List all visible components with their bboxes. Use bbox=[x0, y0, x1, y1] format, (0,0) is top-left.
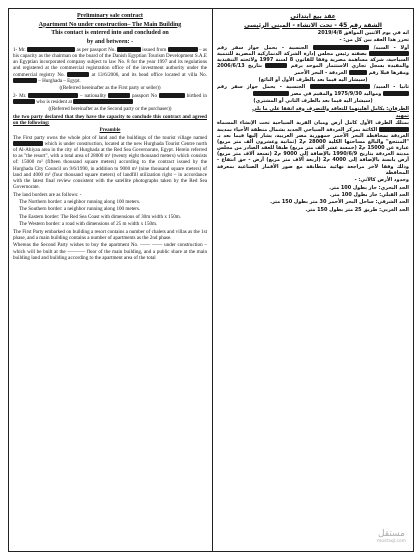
watermark-logo: مستقل mostaql.com bbox=[376, 529, 406, 544]
redaction-block bbox=[369, 51, 409, 56]
arabic-column bbox=[217, 13, 409, 547]
arabic-preamble-heading: تمهيد bbox=[395, 112, 409, 119]
redaction-block bbox=[265, 63, 287, 68]
redaction-block bbox=[117, 47, 141, 52]
arabic-declaration: الطرفان: بكامل أهليتهما للتعاقد وللتصرف وقد اتفقا على ما يلي bbox=[252, 105, 409, 112]
arabic-border-south: الحد القبلي: جار بطول 100 متر. bbox=[329, 192, 409, 199]
arabic-date-line: انه في يوم الاثنين الموافق 2019/4/8 bbox=[317, 30, 409, 36]
arabic-first-party: أولا - السيد/ الجنسية - يحمل جواز سفر رقم بصفته رئيس مجلس إدارة الشركة الدنماركية المصرية للتنمية السياحية، شركة مساهمة مصرية وفقا للقانون 8 لسنة 1997 ولائحته التنفيذية والمقيدة بسجل تجاري الاستثمار الموحد برقم بتاريخ 2006/6/13 ومقرها فيلا رقم الغردقة - البحر الأحمر bbox=[217, 44, 409, 76]
english-second-party: 2- Mr. – nationality passport No birthed in who is resident at bbox=[13, 92, 207, 105]
redaction-block bbox=[13, 78, 37, 83]
english-second-party-reference: ((Referred hereinafter as the Second party or the purchaser)) bbox=[48, 106, 172, 113]
arabic-border-east: الحد الشرقي: ساحل البحر الأحمر 30 متر بطول 150 متر. bbox=[270, 199, 409, 206]
arabic-second-party-reference: (سيشار اليه فيما بعد بالطرف الثاني أو المشتري) bbox=[253, 98, 373, 105]
english-preamble-heading: Preamble bbox=[99, 127, 121, 134]
redaction-block bbox=[379, 127, 409, 132]
english-subtitle: Apartment No under construction– The Main Building bbox=[38, 21, 182, 28]
redaction-block bbox=[383, 91, 409, 96]
english-declaration: the two party declared that they have the capacity to conclude this contract and agreed on the following: bbox=[13, 113, 207, 126]
arabic-border-north: الحد البحري: جار بطول 100 متر. bbox=[329, 184, 409, 191]
redaction-block bbox=[73, 99, 133, 104]
english-border-west: The Western border: a road with dimensions of 25 m width x 150m. bbox=[19, 221, 158, 228]
english-title: Preliminary sale contract bbox=[77, 13, 143, 19]
arabic-title: عقد بيع ابتدائي bbox=[290, 13, 336, 20]
arabic-borders-heading: وحدود الأرض كالآتي: - bbox=[354, 177, 409, 184]
redaction-block bbox=[313, 45, 369, 50]
redaction-block bbox=[159, 93, 185, 98]
arabic-subtitle: الشقة رقم 45 - تحت الانشاء - المبنى الرئيسي bbox=[244, 21, 382, 29]
english-preamble-text: The First party owns the whole plot of land and the buildings of the tourist village named which is under construction, located at the new Hurghada Tourist Centre north of Al-Ahiyaa area in the city of Hurghada at the Red Sea Governorate, Egypt. Herein referred to as "the resort", with a total area of 28000 m² (twenty eight thousand meters) which consists of: 15000 m² (fifteen thousand square meters) according to the contract issued by the Hurghada City Council on 9/6/1990, in addition to 9000 m² (nine thousand square meters) of land and 4000 m² (four thousand square meters) of landfill utilization right – in accordance with the latest final review consistent with the satellite photographs taken by the Red Sea Governorate. bbox=[13, 134, 207, 191]
redaction-block bbox=[168, 47, 198, 52]
column-divider bbox=[212, 9, 213, 551]
redaction-block bbox=[349, 70, 367, 75]
english-border-north: The Northern border: a neighbor running along 100 meters. bbox=[19, 198, 141, 205]
redaction-block bbox=[108, 93, 130, 98]
redaction-block bbox=[13, 141, 43, 146]
english-apartment-text: Whereas the Second Party wishes to buy the apartment No. –––– –––– under construction – which will be built at the ––––––– floor of the main building, and a public share at the main building land and building according to the apartment area of the total bbox=[13, 242, 207, 261]
arabic-preamble-text: بمتلك الطرف الأول كامل أرض ومبان القرية السياحية تحت الإنشاء المسماة الكائنة بمركز الغردقة السياحي الجديد بشمال منطقة الأحياء بمدينة الغردقة بمحافظة البحر الأحمر جمهورية مصر العربية، يشار إليها فيما بعد بـ "المنتجع" والبالغ مساحتها الكلية 28000 م2 (ثمانية وعشرون ألف متر مربع) عبارة عن 15000 م2 (خمسة عشر ألف متر مربع) طبقا للعقد الصادر من مجلس مدينة الغردقة بتاريخ 1990/6/9 بالإضافة إلى 9000 م2 (تسعة آلاف متر مربع) أرض يابسة بالإضافة إلى 4000 م2 (أربعة آلاف متر مربع) أرض - حق انتفاع - وذلك وفقا لآخر مراجعة نهائية متطابقة مع صور الأقمار الصناعية بمعرفة المحافظة bbox=[217, 120, 409, 176]
redaction-block bbox=[28, 93, 78, 98]
english-intro: This contact is entered into and concluded on bbox=[51, 30, 169, 36]
arabic-second-party: ثانيا - السيد/ الجنسية - يحمل جواز سفر رقم ومواليد 1975/9/30 والمقيم في مصر bbox=[217, 84, 409, 97]
english-border-south: The Southern border: a neighbor running along 100 meters. bbox=[19, 206, 141, 213]
arabic-border-west: الحد الغربي: طريق 25 متر بطول 150 متر. bbox=[305, 206, 409, 213]
redaction-block bbox=[253, 91, 289, 96]
english-borders-heading: The land borders are as follows: - bbox=[13, 191, 82, 198]
arabic-first-party-reference: (سيشار اليه فيما بعد بالطرف الأول أو البائع) bbox=[258, 76, 368, 83]
english-column bbox=[13, 13, 207, 547]
redaction-block bbox=[27, 47, 75, 52]
arabic-between: تحرر هذا العقد بين كل من: - bbox=[339, 37, 409, 44]
english-intro-between: by and between: - bbox=[86, 38, 134, 45]
redaction-block bbox=[67, 72, 89, 77]
english-first-party-reference: ((Referred hereinafter as the First party or seller)) bbox=[59, 85, 161, 92]
english-first-party: 1- Mr. as per passport No. issued from – as his capacity as the chairman on the board of the Danish Egyptian Tourism Development S.A.E an Egyptian incorporated company subject to law No. 8 for the year 1997 and its regulations and registered at the commercial registration office of the investment authority under the commercial registry No. at 13/6/2006, and its head office located at villa No. – Hurghada – Egypt. bbox=[13, 47, 207, 84]
english-border-east: The Eastern border: The Red Sea Coast with dimensions of 30m width x 150m. bbox=[19, 213, 182, 220]
redaction-block bbox=[310, 84, 370, 89]
english-phases-text: The First Party embarked on building a resort contains a number of chalets and villas as the 1st phase, and a main building contains a number of apartments as the 2nd phase. bbox=[13, 228, 207, 241]
redaction-block bbox=[13, 99, 35, 104]
contract-page bbox=[8, 8, 414, 552]
